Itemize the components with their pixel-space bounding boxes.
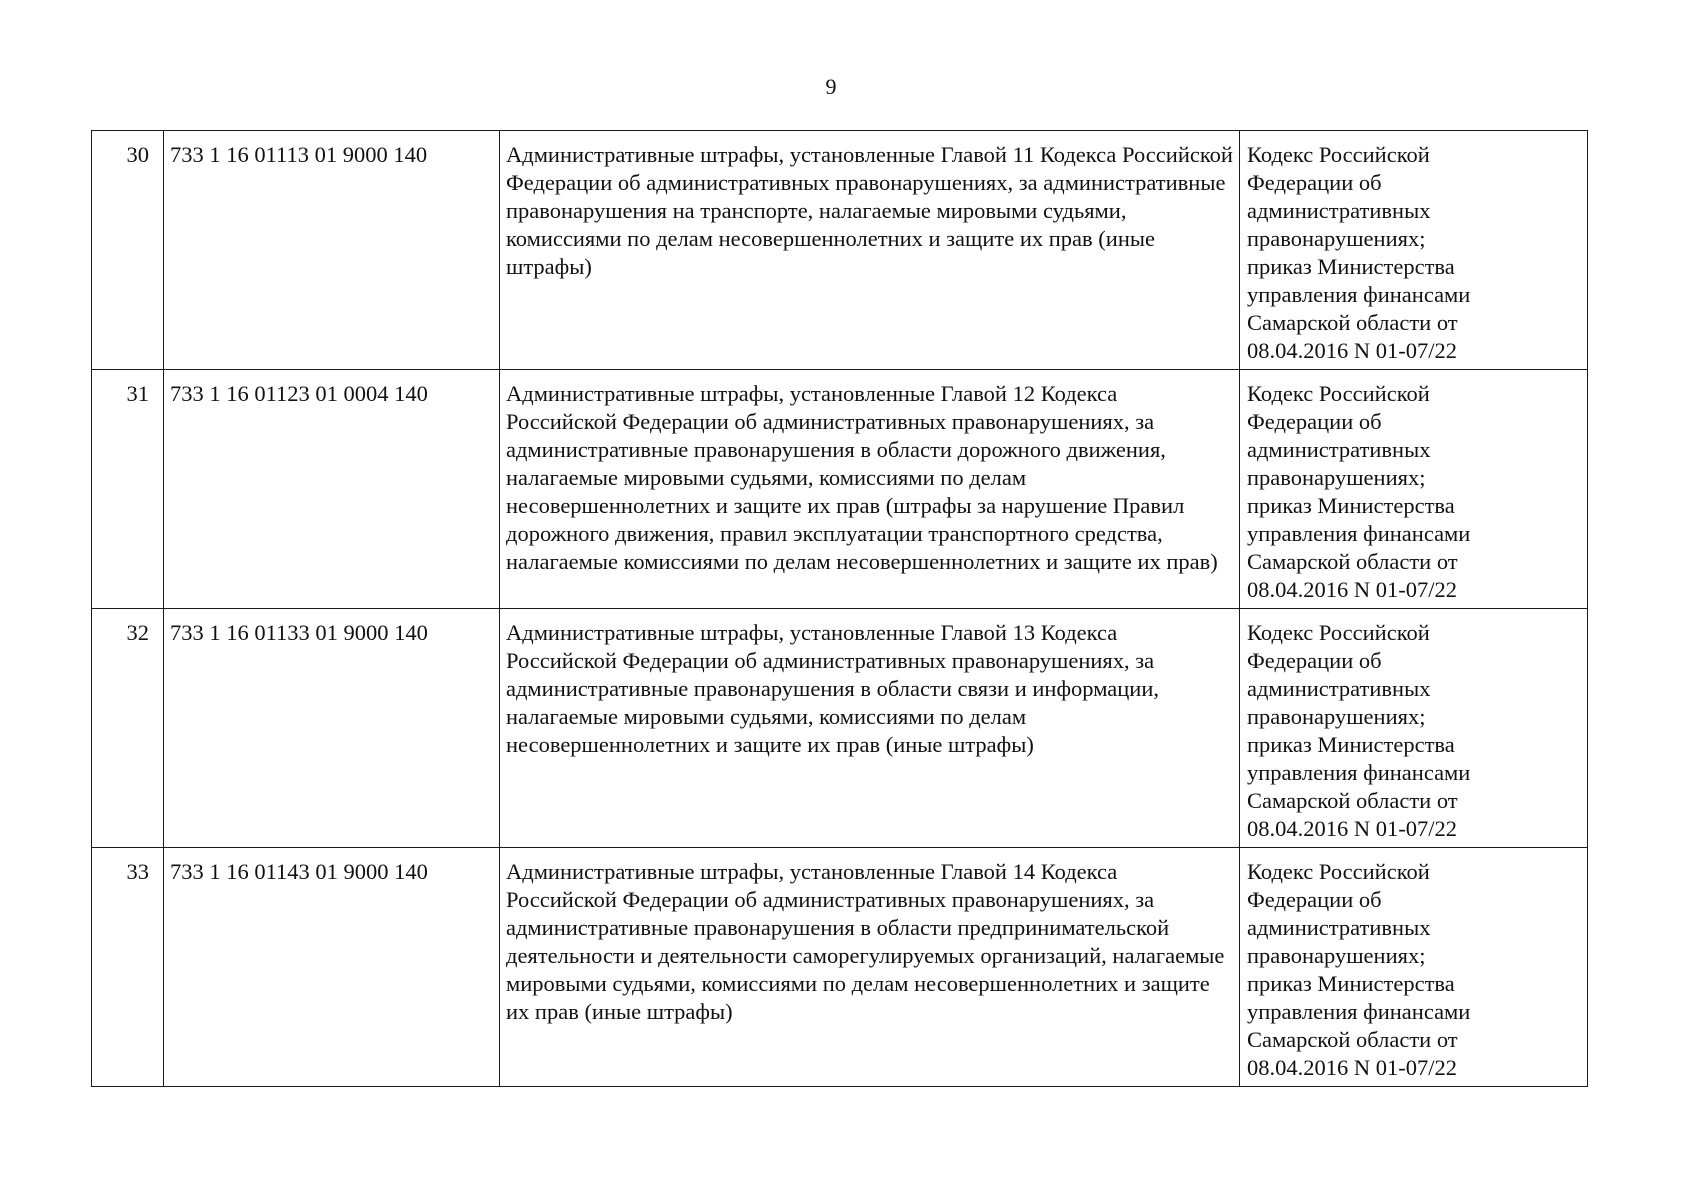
legal-basis-line: приказ Министерства: [1247, 254, 1455, 279]
legal-basis-line: Кодекс Российской: [1247, 859, 1430, 884]
legal-basis-line: Федерации об: [1247, 648, 1382, 673]
legal-basis-line: Самарской области от: [1247, 788, 1458, 813]
legal-basis-line: правонарушениях;: [1247, 465, 1426, 490]
budget-code: 733 1 16 01133 01 9000 140: [164, 609, 500, 848]
fine-description: Административные штрафы, установленные Главой 12 Кодекса Российской Федерации об административных правонарушениях, за административные правонарушения в области дорожного движения, налагаемые мировыми судьями, комиссиями по делам несовершеннолетних и защите их прав (штрафы за нарушение Правил дорожного движения, правил эксплуатации транспортного средства, налагаемые комиссиями по делам несовершеннолетних и защите их прав): [500, 370, 1240, 609]
legal-basis-line: управления финансами: [1247, 999, 1471, 1024]
revenue-codes-table: [91, 130, 1588, 1087]
legal-basis-line: правонарушениях;: [1247, 943, 1426, 968]
legal-basis-line: Федерации об: [1247, 887, 1382, 912]
legal-basis-line: приказ Министерства: [1247, 732, 1455, 757]
page-number: 9: [825, 74, 837, 99]
legal-basis-line: Кодекс Российской: [1247, 620, 1430, 645]
legal-basis-line: 08.04.2016 N 01-07/22: [1247, 577, 1457, 602]
budget-code: 733 1 16 01113 01 9000 140: [164, 131, 500, 370]
legal-basis-line: административных: [1247, 437, 1431, 462]
legal-basis-line: административных: [1247, 676, 1431, 701]
legal-basis-line: правонарушениях;: [1247, 704, 1426, 729]
legal-basis: [1240, 848, 1588, 1087]
legal-basis: [1240, 609, 1588, 848]
legal-basis-line: Самарской области от: [1247, 310, 1458, 335]
legal-basis-line: правонарушениях;: [1247, 226, 1426, 251]
legal-basis-line: административных: [1247, 915, 1431, 940]
row-number: 33: [92, 848, 164, 1087]
legal-basis-line: приказ Министерства: [1247, 493, 1455, 518]
legal-basis-line: Кодекс Российской: [1247, 381, 1430, 406]
fine-description: Административные штрафы, установленные Главой 13 Кодекса Российской Федерации об административных правонарушениях, за административные правонарушения в области связи и информации, налагаемые мировыми судьями, комиссиями по делам несовершеннолетних и защите их прав (иные штрафы): [500, 609, 1240, 848]
legal-basis-line: Федерации об: [1247, 170, 1382, 195]
row-number: 31: [92, 370, 164, 609]
legal-basis-line: приказ Министерства: [1247, 971, 1455, 996]
legal-basis-line: управления финансами: [1247, 760, 1471, 785]
budget-code: 733 1 16 01123 01 0004 140: [164, 370, 500, 609]
row-number: 30: [92, 131, 164, 370]
table-row: [92, 131, 1588, 370]
legal-basis-line: Самарской области от: [1247, 1027, 1458, 1052]
budget-code: 733 1 16 01143 01 9000 140: [164, 848, 500, 1087]
legal-basis-line: 08.04.2016 N 01-07/22: [1247, 338, 1457, 363]
fine-description: Административные штрафы, установленные Главой 14 Кодекса Российской Федерации об административных правонарушениях, за административные правонарушения в области предпринимательской деятельности и деятельности саморегулируемых организаций, налагаемые мировыми судьями, комиссиями по делам несовершеннолетних и защите их прав (иные штрафы): [500, 848, 1240, 1087]
legal-basis-line: Самарской области от: [1247, 549, 1458, 574]
row-number: 32: [92, 609, 164, 848]
legal-basis-line: Кодекс Российской: [1247, 142, 1430, 167]
legal-basis-line: управления финансами: [1247, 521, 1471, 546]
table-row: [92, 370, 1588, 609]
legal-basis: [1240, 131, 1588, 370]
legal-basis-line: административных: [1247, 198, 1431, 223]
legal-basis-line: управления финансами: [1247, 282, 1471, 307]
legal-basis-line: 08.04.2016 N 01-07/22: [1247, 816, 1457, 841]
table-body: [92, 131, 1588, 1087]
table-row: [92, 848, 1588, 1087]
legal-basis: [1240, 370, 1588, 609]
table-row: [92, 609, 1588, 848]
fine-description: Административные штрафы, установленные Главой 11 Кодекса Российской Федерации об административных правонарушениях, за административные правонарушения на транспорте, налагаемые мировыми судьями, комиссиями по делам несовершеннолетних и защите их прав (иные штрафы): [500, 131, 1240, 370]
legal-basis-line: 08.04.2016 N 01-07/22: [1247, 1055, 1457, 1080]
legal-basis-line: Федерации об: [1247, 409, 1382, 434]
